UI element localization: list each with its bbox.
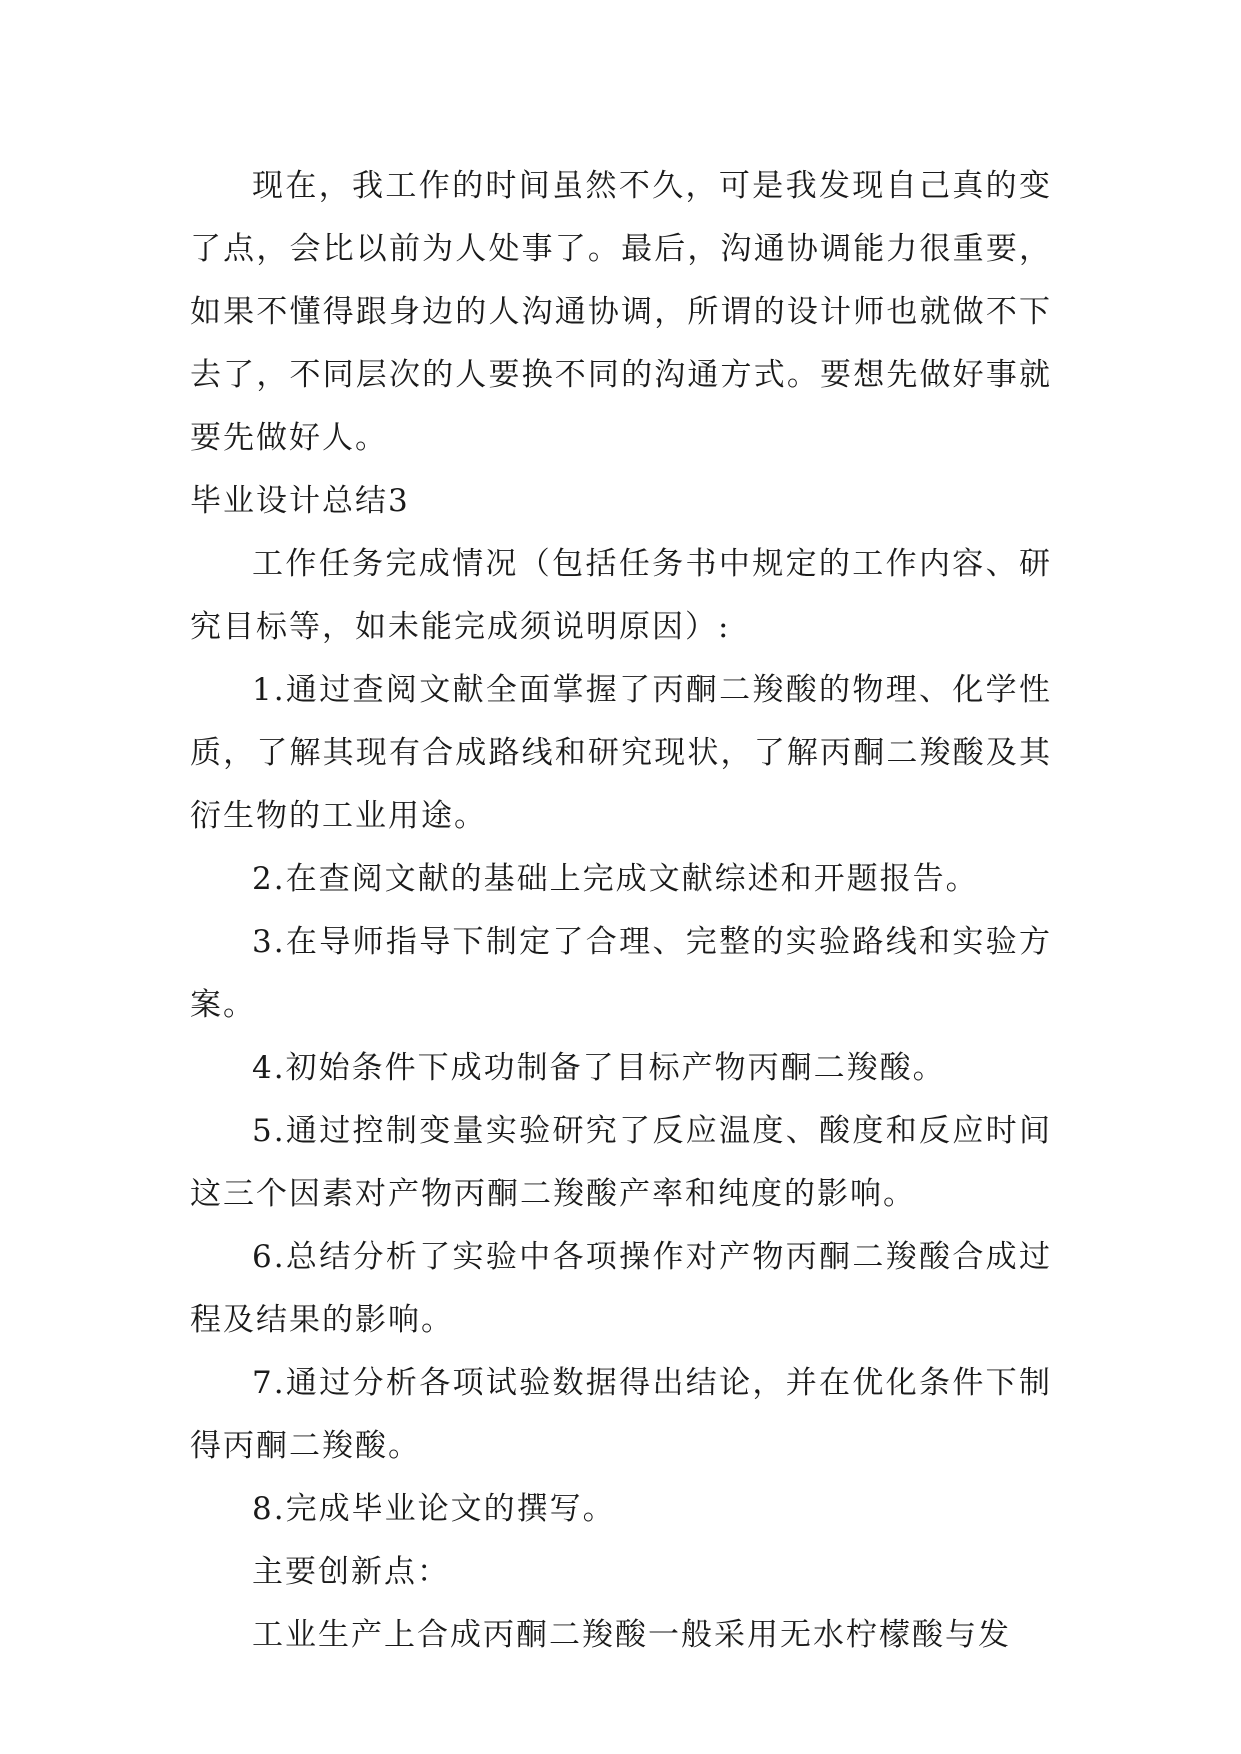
- paragraph-intro: 现在，我工作的时间虽然不久，可是我发现自己真的变了点，会比以前为人处事了。最后，沟通协调能力很重要，如果不懂得跟身边的人沟通协调，所谓的设计师也就做不下去了，不同层次的人要换不同的沟通方式。要想先做好事就要先做好人。: [190, 168, 1052, 456]
- list-item-8: 8.完成毕业论文的撰写。: [252, 1491, 616, 1527]
- list-item-7: 7.通过分析各项试验数据得出结论，并在优化条件下制得丙酮二羧酸。: [190, 1365, 1052, 1464]
- subheading-innovation: 主要创新点：: [252, 1554, 450, 1590]
- document-body: [190, 155, 1052, 1667]
- list-item-4: 4.初始条件下成功制备了目标产物丙酮二羧酸。: [252, 1050, 946, 1086]
- list-item-1: 1.通过查阅文献全面掌握了丙酮二羧酸的物理、化学性质，了解其现有合成路线和研究现状，了解丙酮二羧酸及其衍生物的工业用途。: [190, 672, 1052, 834]
- list-item-6: 6.总结分析了实验中各项操作对产物丙酮二羧酸合成过程及结果的影响。: [190, 1239, 1052, 1338]
- list-item-3: 3.在导师指导下制定了合理、完整的实验路线和实验方案。: [190, 924, 1052, 1023]
- section-heading: 毕业设计总结3: [190, 483, 410, 519]
- list-item-2: 2.在查阅文献的基础上完成文献综述和开题报告。: [252, 861, 979, 897]
- paragraph-task-status: 工作任务完成情况（包括任务书中规定的工作内容、研究目标等，如未能完成须说明原因）:: [190, 546, 1052, 645]
- list-item-5: 5.通过控制变量实验研究了反应温度、酸度和反应时间这三个因素对产物丙酮二羧酸产率和纯度的影响。: [190, 1113, 1052, 1212]
- paragraph-innovation: 工业生产上合成丙酮二羧酸一般采用无水柠檬酸与发: [252, 1617, 1011, 1653]
